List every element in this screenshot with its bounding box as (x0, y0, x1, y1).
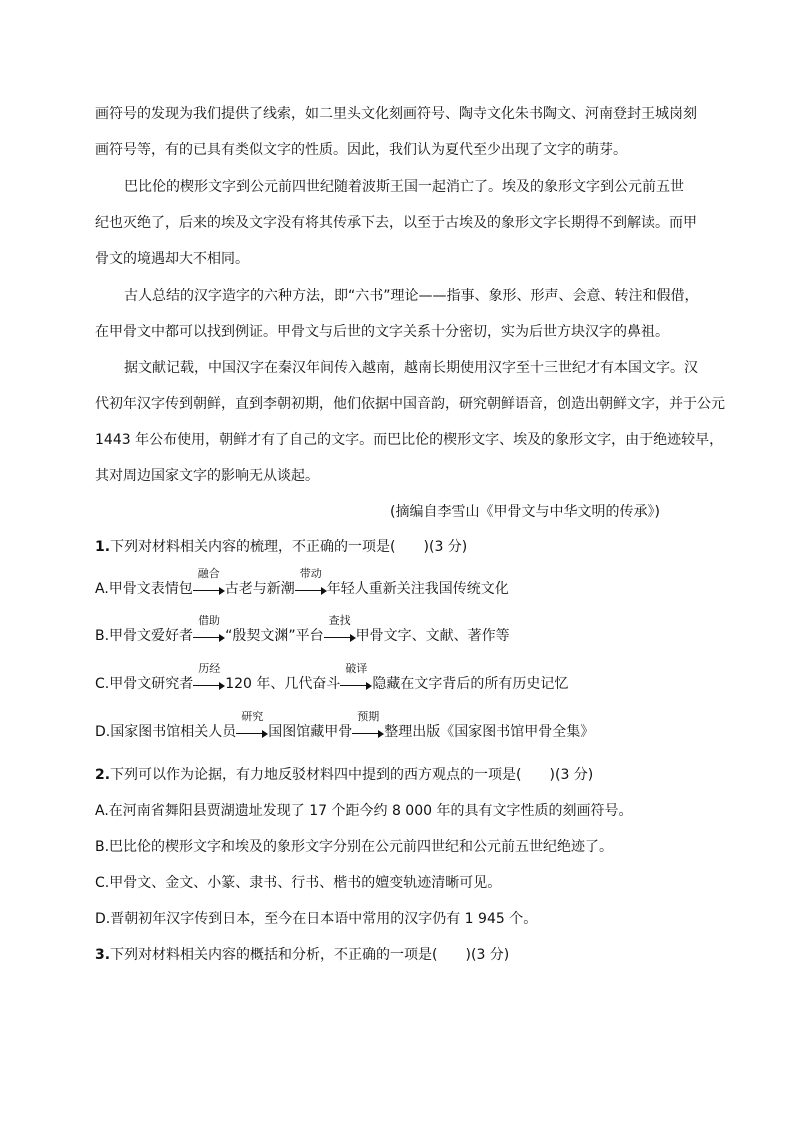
arrow-icon (193, 567, 225, 599)
question-stem: 下列可以作为论据，有力地反驳材料四中提到的西方观点的一项是( )(3 分) (110, 767, 594, 783)
option-middle: 国图馆藏甲骨 (268, 724, 353, 740)
arrow-icon (193, 662, 225, 694)
arrow-label: 查找 (328, 614, 351, 627)
arrow-label: 预期 (357, 710, 380, 723)
paragraph-line: 画符号等，有的已具有类似文字的性质。因此，我们认为夏代至少出现了文字的萌芽。 (95, 142, 627, 158)
q2-option-c: C.甲骨文、金文、小篆、隶书、行书、楷书的嬗变轨迹清晰可见。 (95, 875, 502, 891)
paragraph-line: 骨文的境遇却大不相同。 (95, 251, 249, 267)
paragraph-line: 画符号的发现为我们提供了线索，如二里头文化刻画符号、陶寺文化朱书陶文、河南登封王城岗刻 (95, 106, 697, 122)
q2-option-b: B.巴比伦的楔形文字和埃及的象形文字分别在公元前四世纪和公元前五世纪绝迹了。 (95, 839, 614, 855)
q2-option-d: D.晋朝初年汉字传到日本，至今在日本语中常用的汉字仍有 1 945 个。 (95, 911, 538, 927)
arrow-icon (340, 662, 372, 694)
question-number: 1. (95, 539, 111, 555)
arrow-icon (193, 614, 225, 646)
question-2 (95, 765, 593, 785)
paragraph-line: 巴比伦的楔形文字到公元前四世纪随着波斯王国一起消亡了。埃及的象形文字到公元前五世 (124, 179, 684, 195)
option-middle: 古老与新潮 (224, 581, 295, 597)
arrow-label: 融合 (197, 567, 220, 580)
paragraph-line: 其对周边国家文字的影响无从谈起。 (95, 468, 319, 484)
option-end: 年轻人重新关注我国传统文化 (326, 581, 509, 597)
question-stem: 下列对材料相关内容的梳理，不正确的一项是( )(3 分) (110, 539, 468, 555)
option-end: 隐藏在文字背后的所有历史记忆 (372, 676, 569, 692)
option-start: D.国家图书馆相关人员 (95, 724, 237, 740)
option-start: C.甲骨文研究者 (95, 676, 194, 692)
question-3 (95, 945, 509, 965)
option-middle: 120 年、几代奋斗 (225, 676, 341, 692)
paragraph-line: 1443 年公布使用，朝鲜才有了自己的文字。而巴比伦的楔形文字、埃及的象形文字，由于绝迹较早， (95, 432, 724, 448)
paragraph-line: 据文献记载，中国汉字在秦汉年间传入越南，越南长期使用汉字至十三世纪才有本国文字。汉 (124, 360, 698, 376)
paragraph-line: 在甲骨文中都可以找到例证。甲骨文与后世的文字关系十分密切，实为后世方块汉字的鼻祖。 (95, 324, 669, 340)
arrow-label: 研究 (241, 710, 264, 723)
q1-option-b (95, 614, 510, 654)
arrow-icon (324, 614, 356, 646)
source-citation: (摘编自李雪山《甲骨文与中华文明的传承》) (390, 504, 660, 520)
paragraph-line: 古人总结的汉字造字的六种方法，即“六书”理论——指事、象形、形声、会意、转注和假借， (124, 288, 699, 304)
q2-option-a: A.在河南省舞阳县贾湖遗址发现了 17 个距今约 8 000 年的具有文字性质的刻画符号。 (95, 803, 633, 819)
question-number: 2. (95, 767, 111, 783)
arrow-label: 带动 (299, 567, 322, 580)
arrow-label: 借助 (198, 614, 221, 627)
arrow-icon (236, 710, 268, 742)
question-stem: 下列对材料相关内容的概括和分析，不正确的一项是( )(3 分) (110, 947, 510, 963)
arrow-label: 破译 (345, 662, 368, 675)
arrow-icon (295, 567, 327, 599)
option-middle: “殷契文渊”平台 (225, 628, 324, 644)
question-number: 3. (95, 947, 111, 963)
option-end: 整理出版《国家图书馆甲骨全集》 (384, 724, 595, 740)
q1-option-a (95, 567, 509, 607)
paragraph-line: 纪也灭绝了，后来的埃及文字没有将其传承下去，以至于古埃及的象形文字长期得不到解读。而甲 (95, 215, 697, 231)
q1-option-d (95, 710, 594, 750)
option-start: A.甲骨文表情包 (95, 581, 193, 597)
paragraph-line: 代初年汉字传到朝鲜，直到李朝初期，他们依据中国音韵，研究朝鲜语音，创造出朝鲜文字，并于公元 (95, 396, 725, 412)
q1-option-c (95, 662, 568, 702)
option-start: B.甲骨文爱好者 (95, 628, 194, 644)
option-end: 甲骨文字、文献、著作等 (355, 628, 510, 644)
arrow-icon (352, 710, 384, 742)
question-1 (95, 537, 467, 557)
arrow-label: 历经 (198, 662, 221, 675)
